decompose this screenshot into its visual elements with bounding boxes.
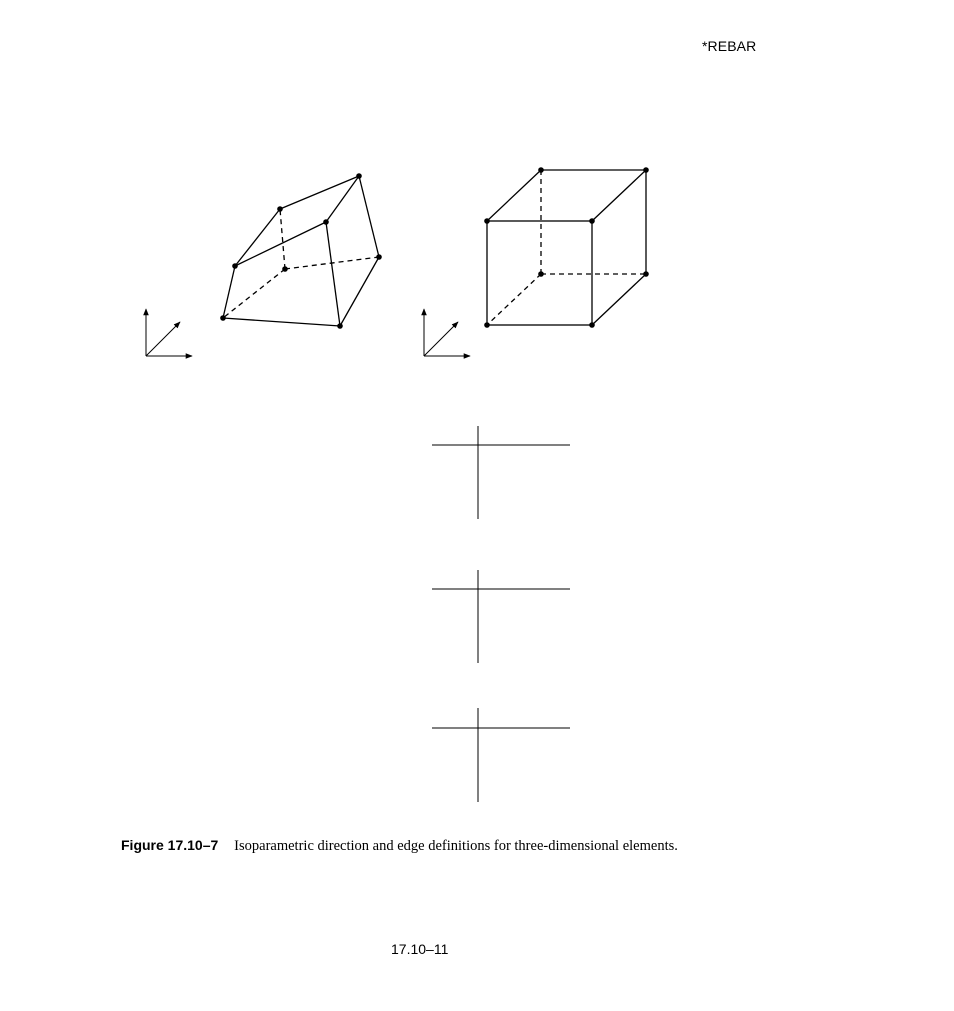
hex-edge (235, 209, 280, 266)
node (220, 315, 226, 321)
running-header: *REBAR (702, 38, 757, 54)
hex-edge (326, 222, 340, 326)
node (277, 206, 283, 212)
node (356, 173, 362, 179)
node (376, 254, 382, 260)
distorted-hex-element (223, 176, 379, 326)
node (643, 271, 649, 277)
node (589, 322, 595, 328)
edge-table-1 (432, 426, 570, 519)
node (538, 167, 544, 173)
cube-hidden-edge (487, 274, 541, 325)
hex-edge (235, 222, 326, 266)
distorted-hex-nodes (220, 173, 382, 329)
node (323, 219, 329, 225)
edge-table-3 (432, 708, 570, 802)
hex-edge (359, 176, 379, 257)
axis-triad-right (424, 309, 470, 356)
edge-table-2 (432, 570, 570, 663)
cube-edge (592, 274, 646, 325)
hex-hidden-edge (280, 209, 285, 269)
figure-caption-text: Isoparametric direction and edge definitions for three-dimensional elements. (234, 838, 678, 854)
cube-edge (487, 170, 541, 221)
page-number: 17.10–11 (391, 941, 449, 957)
cube-edge (592, 170, 646, 221)
node (484, 322, 490, 328)
node (232, 263, 238, 269)
node (484, 218, 490, 224)
cube-element (487, 170, 646, 325)
figure-number: Figure 17.10–7 (121, 837, 219, 853)
node (282, 266, 288, 272)
hex-edge (223, 318, 340, 326)
node (589, 218, 595, 224)
axis-triad-left (146, 309, 192, 356)
node (538, 271, 544, 277)
figure-caption (121, 837, 678, 855)
node (337, 323, 343, 329)
node (643, 167, 649, 173)
hex-edge (340, 257, 379, 326)
